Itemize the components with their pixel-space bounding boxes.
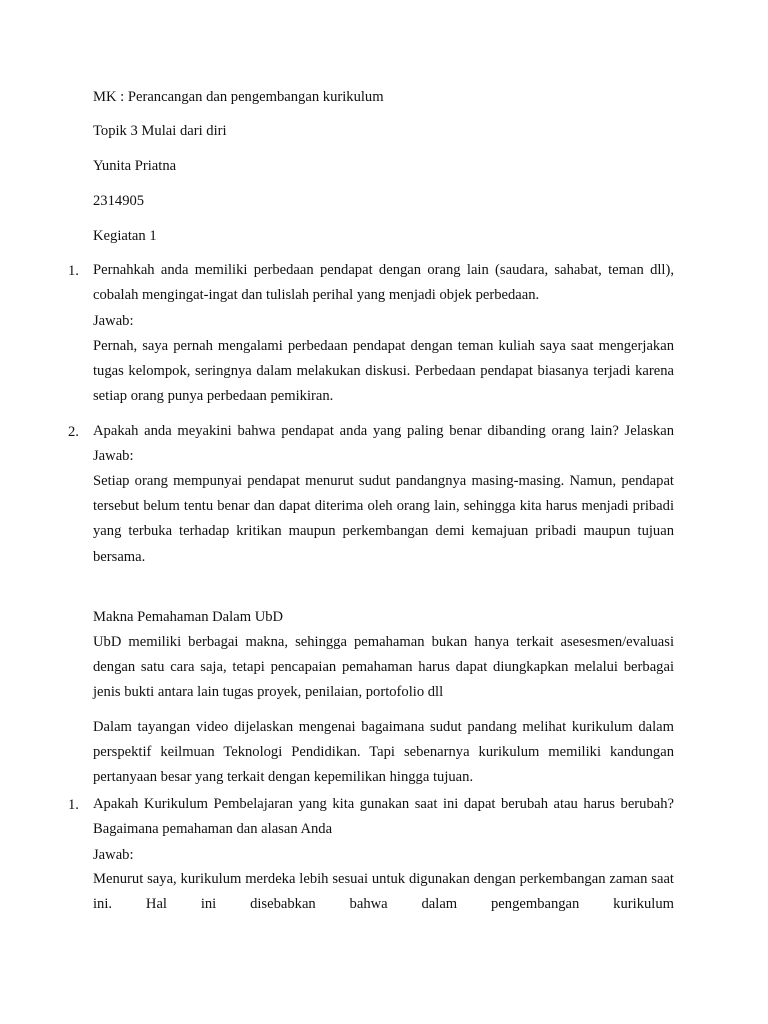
section-heading: Makna Pemahaman Dalam UbD [93, 609, 284, 625]
answer-text: Menurut saya, kurikulum merdeka lebih sesuai untuk digunakan dengan perkembangan zaman saat ini. Hal ini disebabkan bahwa dalam pengembangan kurikulum [93, 871, 674, 913]
course-title: MK : Perancangan dan pengembangan kurikulum [93, 89, 384, 105]
answer-label: Jawab: [93, 313, 134, 329]
answer-label: Jawab: [93, 847, 134, 863]
list-item-number: 2. [68, 424, 79, 440]
author-name: Yunita Priatna [93, 158, 177, 174]
question-text: Pernahkah anda memiliki perbedaan pendapat dengan orang lain (saudara, sahabat, teman dll), cobalah mengingat-ingat dan tulislah perihal yang menjadi objek perbedaan. [93, 262, 674, 304]
activity-heading: Kegiatan 1 [93, 228, 157, 244]
list-item-number: 1. [68, 263, 79, 279]
question-text: Apakah anda meyakini bahwa pendapat anda yang paling benar dibanding orang lain? Jelaskan Jawab: [93, 423, 674, 465]
student-id: 2314905 [93, 193, 145, 209]
answer-text: Setiap orang mempunyai pendapat menurut sudut pandangnya masing-masing. Namun, pendapat tersebut belum tentu benar dan dapat diterima oleh orang lain, sehingga kita harus menjadi pribadi yang terbuka terhadap kritikan maupun perkembangan demi kemajuan pribadi maupun tujuan bersama. [93, 473, 674, 565]
topic-title: Topik 3 Mulai dari diri [93, 123, 227, 139]
paragraph: Dalam tayangan video dijelaskan mengenai bagaimana sudut pandang melihat kurikulum dalam perspektif keilmuan Teknologi Pendidikan. Tapi sebenarnya kurikulum memiliki kandungan pertanyaan besar yang terkait dengan kepemilikan hingga tujuan. [93, 719, 674, 786]
answer-text: Pernah, saya pernah mengalami perbedaan pendapat dengan teman kuliah saya saat mengerjakan tugas kelompok, seringnya dalam melakukan diskusi. Perbedaan pendapat biasanya terjadi karena setiap orang punya perbedaan pemikiran. [93, 338, 674, 405]
list-item-number: 1. [68, 797, 79, 813]
question-text: Apakah Kurikulum Pembelajaran yang kita gunakan saat ini dapat berubah atau harus berubah? Bagaimana pemahaman dan alasan Anda [93, 796, 674, 838]
paragraph: UbD memiliki berbagai makna, sehingga pemahaman bukan hanya terkait asesesmen/evaluasi dengan satu cara saja, tetapi pencapaian pemahaman harus dapat diungkapkan melalui berbagai jenis bukti antara lain tugas proyek, penilaian, portofolio dll [93, 634, 674, 701]
